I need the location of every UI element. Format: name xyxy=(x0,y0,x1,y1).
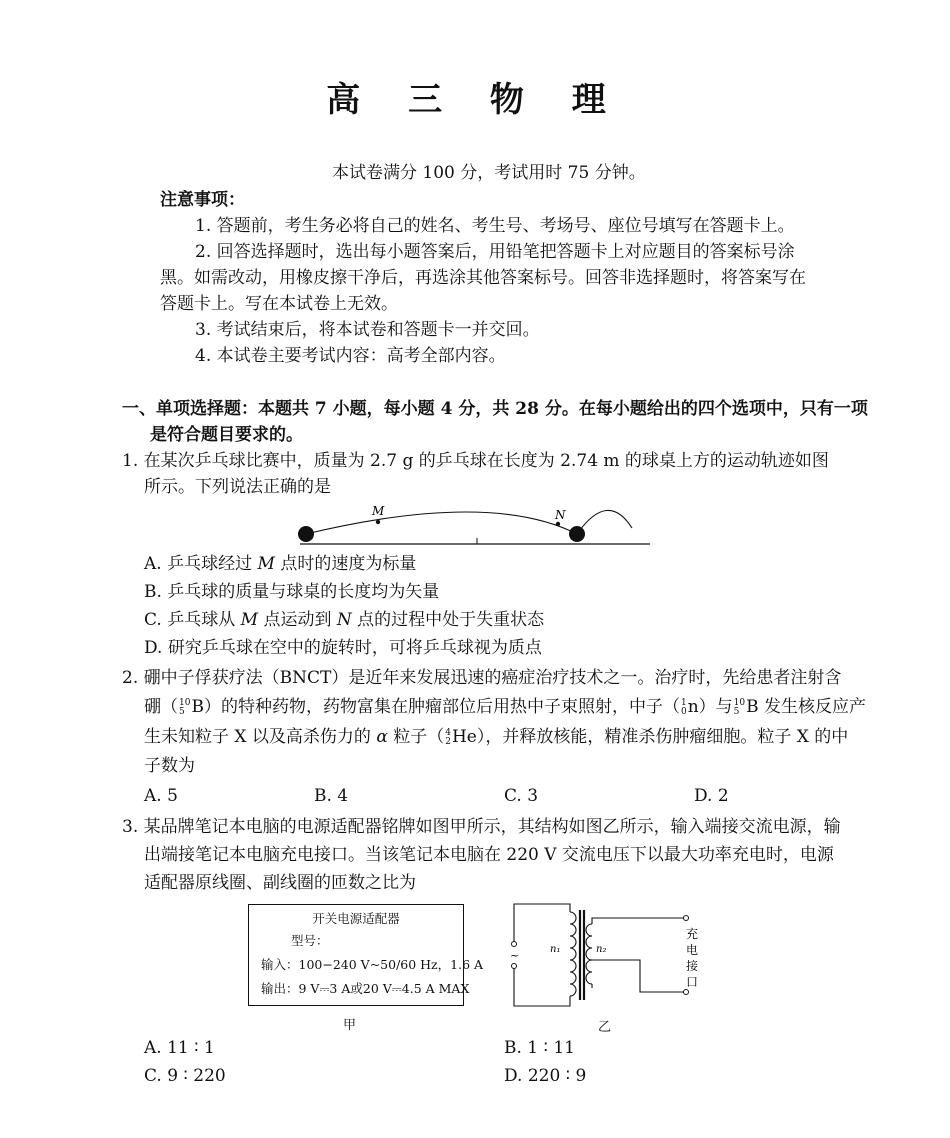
q2-option-b: B. 4 xyxy=(314,786,349,806)
transformer-diagram xyxy=(500,900,720,1012)
q1-option-d: D. 研究乒乓球在空中的旋转时，可将乒乓球视为质点 xyxy=(144,638,542,658)
nameplate-input: 输入：100−240 V~50/60 Hz，1.6 A xyxy=(261,957,484,972)
ball-trajectory xyxy=(306,512,577,534)
input-terminal-2 xyxy=(512,964,517,969)
primary-wire-bottom xyxy=(514,966,570,1006)
port-label-1: 充 xyxy=(686,927,699,941)
q3-option-d: D. 220 ∶ 9 xyxy=(504,1066,587,1086)
output-terminal-2 xyxy=(684,990,689,995)
q1-stem-cont: 所示。下列说法正确的是 xyxy=(144,477,331,497)
q3-stem-cont2: 适配器原线圈、副线圈的匝数之比为 xyxy=(144,873,416,893)
point-N xyxy=(556,522,560,526)
output-terminal-1 xyxy=(684,916,689,921)
port-label-4: 口 xyxy=(686,975,699,989)
q1-option-c: C. 乒乓球从 M 点运动到 N 点的过程中处于失重状态 xyxy=(144,610,545,630)
page-title: 高 三 物 理 xyxy=(326,80,624,120)
point-M xyxy=(376,520,380,524)
notice-item-2-cont2: 答题卡上。写在本试卷上无效。 xyxy=(160,294,398,314)
secondary-wire-top xyxy=(592,918,686,924)
label-N: N xyxy=(555,508,566,522)
q2-option-d: D. 2 xyxy=(694,786,729,806)
adapter-nameplate xyxy=(248,904,484,1006)
q2-option-c: C. 3 xyxy=(504,786,539,806)
label-M: M xyxy=(372,504,385,518)
notice-item-2: 2. 回答选择题时，选出每小题答案后，用铅笔把答题卡上对应题目的答案标号涂 xyxy=(195,242,795,262)
notice-item-1: 1. 答题前，考生务必将自己的姓名、考生号、考场号、座位号填写在答题卡上。 xyxy=(195,216,795,236)
q3-option-c: C. 9 ∶ 220 xyxy=(144,1066,226,1086)
secondary-coil xyxy=(586,924,592,984)
exam-intro: 本试卷满分 100 分，考试用时 75 分钟。 xyxy=(332,163,646,183)
primary-coil xyxy=(570,912,576,996)
primary-wire-top xyxy=(514,904,570,944)
n1-label: n₁ xyxy=(550,944,561,955)
q2-stem-line3: 生未知粒子 X 以及高杀伤力的 α 粒子（ 4 2 He），并释放核能，精准杀伤肿瘤细胞。粒子 X 的中 xyxy=(144,727,849,747)
fig-b-caption: 乙 xyxy=(598,1020,612,1035)
n2-label: n₂ xyxy=(596,944,607,955)
q1-option-b: B. 乒乓球的质量与球桌的长度均为矢量 xyxy=(144,582,440,602)
q3-stem: 3. 某品牌笔记本电脑的电源适配器铭牌如图甲所示，其结构如图乙所示，输入端接交流电源，输 xyxy=(122,817,841,837)
nameplate-title: 开关电源适配器 xyxy=(312,911,400,926)
bounce-trajectory xyxy=(577,510,632,534)
port-label-2: 电 xyxy=(686,943,699,957)
q2-stem-line2: 硼（ 10 5 B）的特种药物，药物富集在肿瘤部位后用热中子束照射，中子（ 1 0 n）与 10 5 B 发生核反应产 xyxy=(144,697,866,717)
input-terminal-1 xyxy=(512,942,517,947)
nameplate-output: 输出：9 V⎓3 A或20 V⎓4.5 A MAX xyxy=(261,981,470,996)
q1-stem: 1. 在某次乒乓球比赛中，质量为 2.7 g 的乒乓球在长度为 2.74 m 的球桌上方的运动轨迹如图 xyxy=(122,451,829,471)
q2-option-a: A. 5 xyxy=(144,786,178,806)
notice-item-3: 3. 考试结束后，将本试卷和答题卡一并交回。 xyxy=(195,320,540,340)
port-label-3: 接 xyxy=(686,959,699,973)
q1-option-a: A. 乒乓球经过 M 点时的速度为标量 xyxy=(144,554,417,574)
ac-symbol: ~ xyxy=(510,949,520,962)
notice-heading: 注意事项： xyxy=(160,190,245,210)
section-heading-cont: 是符合题目要求的。 xyxy=(150,425,303,445)
fig-a-caption: 甲 xyxy=(343,1018,357,1033)
q3-stem-cont: 出端接笔记本电脑充电接口。当该笔记本电脑在 220 V 交流电压下以最大功率充电时，电源 xyxy=(144,845,834,865)
q2-stem-line4: 子数为 xyxy=(144,756,195,776)
notice-item-2-cont: 黑。如需改动，用橡皮擦干净后，再选涂其他答案标号。回答非选择题时，将答案写在 xyxy=(160,268,806,288)
q3-option-a: A. 11 ∶ 1 xyxy=(144,1038,215,1058)
q2-stem: 2. 硼中子俘获疗法（BNCT）是近年来发展迅速的癌症治疗技术之一。治疗时，先给患者注射含 xyxy=(122,668,842,688)
nameplate-model: 型号： xyxy=(291,933,329,948)
notice-item-4: 4. 本试卷主要考试内容：高考全部内容。 xyxy=(195,346,506,366)
q3-option-b: B. 1 ∶ 11 xyxy=(504,1038,575,1058)
secondary-wire-tap xyxy=(592,960,686,992)
ball-bounce xyxy=(569,526,585,542)
q1-trajectory-figure xyxy=(290,500,660,552)
ball-start xyxy=(298,526,314,542)
section-heading: 一、单项选择题：本题共 7 小题，每小题 4 分，共 28 分。在每小题给出的四个选项中，只有一项 xyxy=(122,399,868,419)
